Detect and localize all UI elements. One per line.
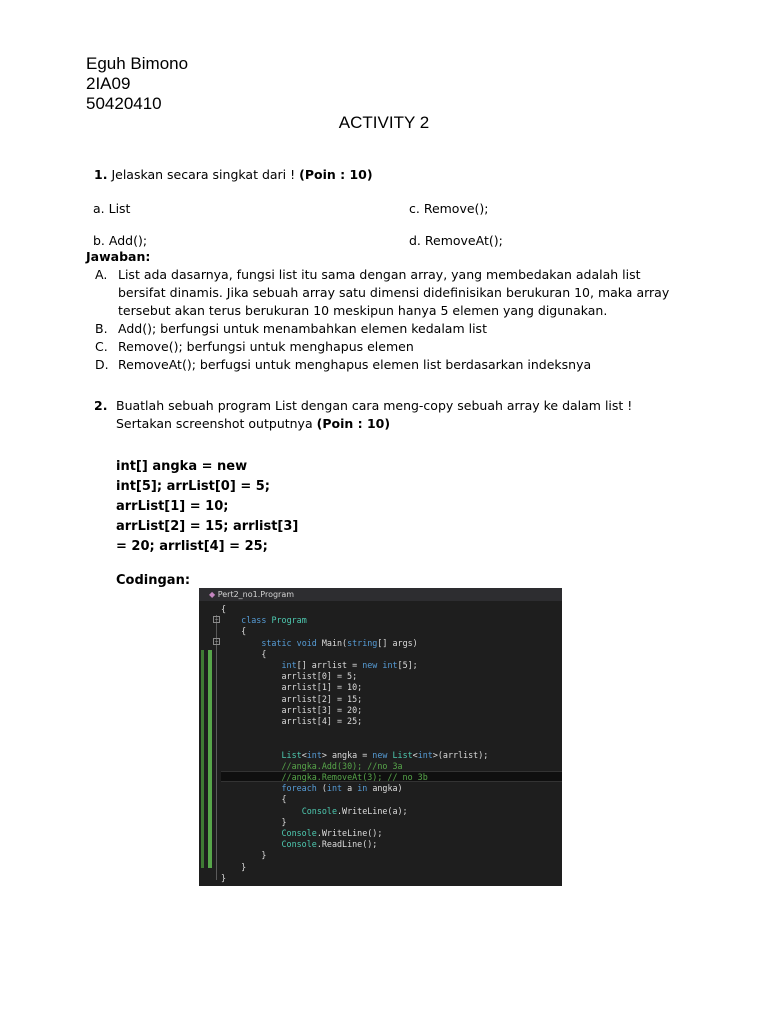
- answer-line: Remove(); berfungsi untuk menghapus elemen: [118, 339, 414, 354]
- codingan-label: Codingan:: [116, 573, 191, 588]
- option-b: b. Add();: [93, 233, 148, 248]
- answer-label: Jawaban:: [86, 249, 151, 264]
- answer-list: [95, 266, 685, 374]
- code-line: Console.WriteLine(a);: [301, 805, 408, 816]
- code-snippet-line: int[5]; arrList[0] = 5;: [116, 479, 270, 494]
- class-icon: ◆: [209, 590, 216, 599]
- answer-line: Add(); berfungsi untuk menambahkan elemen kedalam list: [118, 321, 487, 336]
- question-2-line-1: Buatlah sebuah program List dengan cara meng-copy sebuah array ke dalam list !: [116, 398, 633, 413]
- code-snippet-line: = 20; arrlist[4] = 25;: [116, 539, 268, 554]
- code-line: List<int> angka = new List<int>(arrlist);: [281, 749, 489, 760]
- answer-line: bersifat dinamis. Jika sebuah array satu dimensi didefinisikan berukuran 10, maka array: [118, 285, 670, 300]
- code-line: Console.WriteLine();: [281, 828, 383, 838]
- answer-marker: C.: [95, 339, 108, 354]
- question-1-text: Jelaskan secara singkat dari !: [111, 167, 296, 182]
- code-snippet-line: arrList[1] = 10;: [116, 499, 229, 514]
- student-number: 50420410: [86, 94, 162, 113]
- answer-line: RemoveAt(); berfugsi untuk menghapus elemen list berdasarkan indeksnya: [118, 357, 592, 372]
- fold-collapse-icon[interactable]: −: [214, 616, 219, 623]
- code-line: }: [221, 850, 267, 861]
- answer-line: tersebut akan terus berukuran 10 meskipun hanya 5 elemen yang digunakan.: [118, 303, 608, 318]
- code-snippet-line: int[] angka = new: [116, 459, 248, 474]
- question-2-points: (Poin : 10): [316, 416, 391, 431]
- option-d: d. RemoveAt();: [409, 233, 503, 248]
- answer-line: List ada dasarnya, fungsi list itu sama dengan array, yang membedakan adalah list: [118, 267, 641, 282]
- code-line: //angka.Add(30); //no 3a: [281, 760, 403, 771]
- question-1: [94, 166, 373, 184]
- code-line: arrlist[1] = 10;: [221, 682, 363, 693]
- answer-c: [95, 338, 685, 356]
- code-line: {: [221, 794, 287, 805]
- code-line: arrlist[0] = 5;: [221, 671, 358, 682]
- change-marker: [208, 650, 212, 868]
- question-1-number: 1.: [94, 167, 108, 182]
- editor-tab-title: [199, 588, 562, 601]
- indent-guide: [216, 615, 217, 880]
- answer-marker: B.: [95, 321, 108, 336]
- change-marker: [201, 650, 204, 868]
- question-2-line-2: [116, 415, 390, 433]
- code-snippet-line: arrList[2] = 15; arrlist[3]: [116, 519, 299, 534]
- author-name: Eguh Bimono: [86, 54, 189, 73]
- answer-b: [95, 320, 685, 338]
- fold-collapse-icon[interactable]: −: [214, 638, 219, 645]
- code-line: foreach (int a in angka): [281, 783, 403, 794]
- code-line: arrlist[2] = 15;: [221, 693, 363, 704]
- code-line: arrlist[4] = 25;: [221, 716, 363, 726]
- question-2-number: 2.: [94, 398, 108, 413]
- code-line: }: [221, 816, 287, 827]
- code-line: }: [221, 861, 247, 872]
- option-c: c. Remove();: [409, 201, 489, 216]
- code-line: class Program: [241, 615, 307, 626]
- page-title: ACTIVITY 2: [338, 113, 430, 132]
- answer-d: [95, 356, 685, 374]
- code-line: Console.ReadLine();: [281, 839, 378, 850]
- code-line: {: [221, 648, 267, 659]
- code-line: //angka.RemoveAt(3); // no 3b: [281, 772, 428, 782]
- code-line: {: [221, 626, 247, 637]
- code-line: static void Main(string[] args): [261, 637, 418, 648]
- code-line: int[] arrlist = new int[5];: [281, 660, 418, 670]
- editor-tab-label: Pert2_no1.Program: [217, 590, 295, 599]
- question-2-text: Sertakan screenshot outputnya: [116, 416, 313, 431]
- code-screenshot: [199, 588, 562, 886]
- code-line: }: [221, 872, 227, 883]
- answer-a: [95, 266, 685, 320]
- answer-marker: A.: [95, 267, 108, 282]
- class-code: 2IA09: [86, 74, 131, 93]
- question-1-points: (Poin : 10): [299, 167, 373, 182]
- code-line: arrlist[3] = 20;: [221, 704, 363, 715]
- answer-marker: D.: [95, 357, 109, 372]
- option-a: a. List: [93, 201, 131, 216]
- code-line: {: [221, 604, 227, 614]
